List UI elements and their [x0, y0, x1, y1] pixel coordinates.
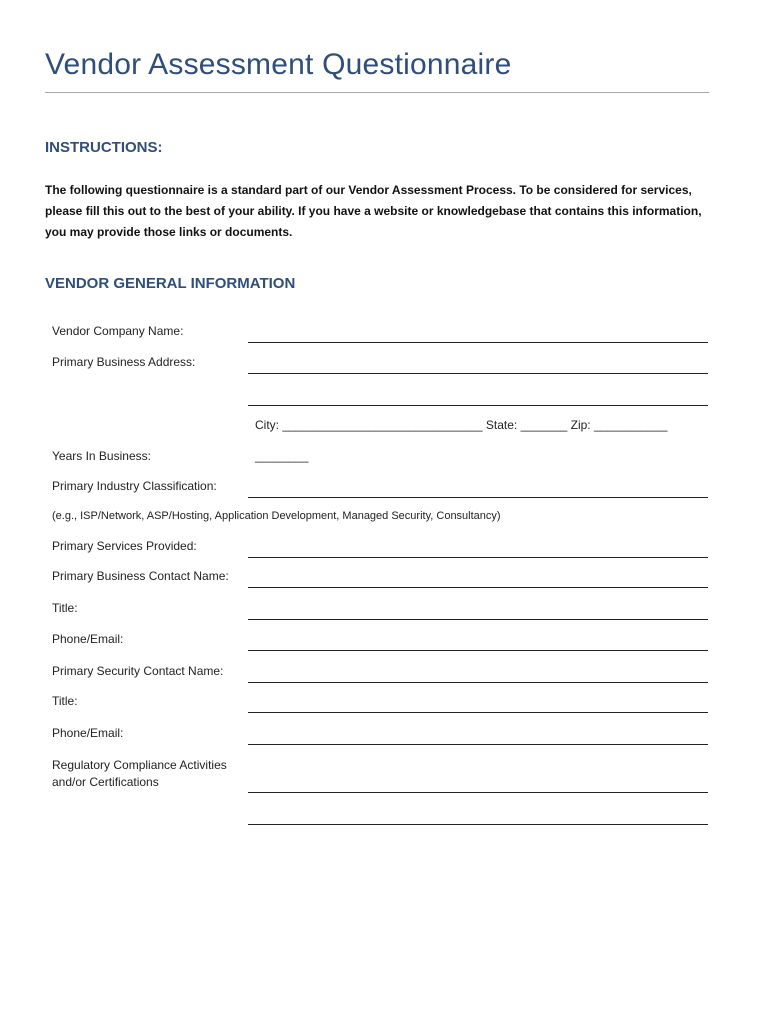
industry-examples-hint: (e.g., ISP/Network, ASP/Hosting, Application Development, Managed Security, Consultancy) — [52, 510, 501, 522]
general-info-heading: VENDOR GENERAL INFORMATION — [45, 275, 296, 292]
primary-industry-classification-field[interactable] — [248, 497, 708, 498]
regulatory-compliance-line-2-field[interactable] — [248, 824, 708, 825]
primary-business-contact-name-label: Primary Business Contact Name: — [52, 569, 229, 583]
business-contact-phone-email-label: Phone/Email: — [52, 632, 124, 646]
primary-services-provided-label: Primary Services Provided: — [52, 539, 197, 553]
business-address-line-2-field[interactable] — [248, 405, 708, 406]
instructions-heading: INSTRUCTIONS: — [45, 139, 163, 156]
security-contact-title-field[interactable] — [248, 712, 708, 713]
vendor-company-name-label: Vendor Company Name: — [52, 324, 184, 338]
primary-business-address-label: Primary Business Address: — [52, 355, 196, 369]
security-contact-phone-email-field[interactable] — [248, 744, 708, 745]
primary-security-contact-name-field[interactable] — [248, 682, 708, 683]
document-title: Vendor Assessment Questionnaire — [45, 48, 512, 81]
business-contact-title-field[interactable] — [248, 619, 708, 620]
city-state-zip-fields[interactable]: City: ______________________________ State: _______ Zip: ___________ — [255, 418, 668, 432]
vendor-company-name-field[interactable] — [248, 342, 708, 343]
primary-services-provided-field[interactable] — [248, 557, 708, 558]
regulatory-compliance-line-1-field[interactable] — [248, 792, 708, 793]
years-in-business-label: Years In Business: — [52, 449, 151, 463]
title-divider — [45, 92, 709, 93]
business-contact-phone-email-field[interactable] — [248, 650, 708, 651]
business-address-line-1-field[interactable] — [248, 373, 708, 374]
years-in-business-field[interactable]: ________ — [255, 449, 309, 463]
regulatory-compliance-label: Regulatory Compliance Activities and/or Certifications — [52, 758, 227, 789]
instructions-text: The following questionnaire is a standard part of our Vendor Assessment Process. To be considered for services, please fill this out to the best of your ability. If you have a website or knowledgebase that contains this information, you may provide those links or documents. — [45, 183, 702, 239]
security-contact-phone-email-label: Phone/Email: — [52, 726, 124, 740]
primary-business-contact-name-field[interactable] — [248, 587, 708, 588]
primary-industry-classification-label: Primary Industry Classification: — [52, 479, 217, 493]
business-contact-title-label: Title: — [52, 601, 78, 615]
primary-security-contact-name-label: Primary Security Contact Name: — [52, 664, 224, 678]
security-contact-title-label: Title: — [52, 694, 78, 708]
